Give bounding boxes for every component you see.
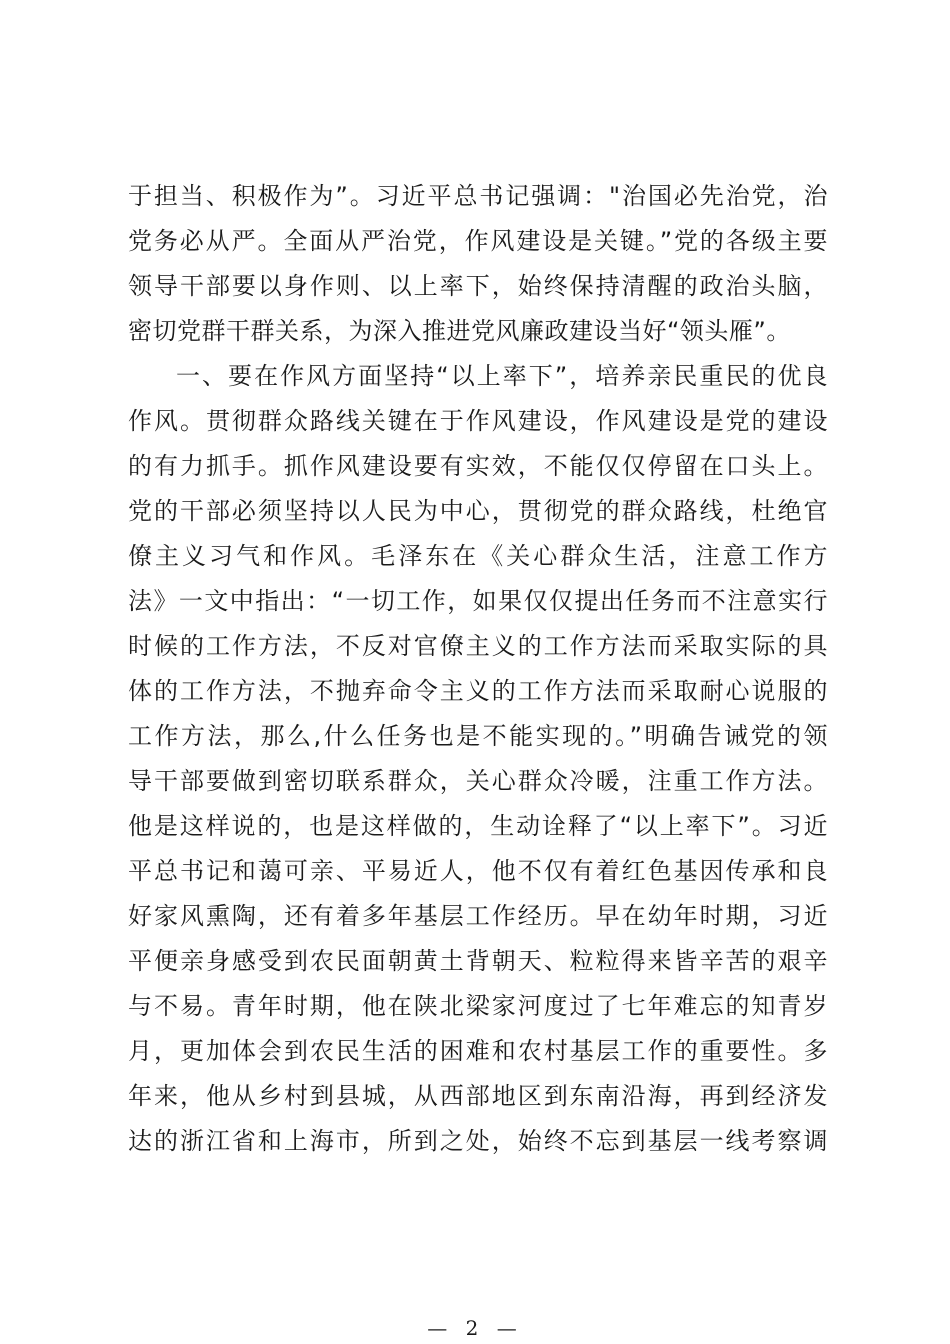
text-line: 与不易。青年时期，他在陕北梁家河度过了七年难忘的知青岁 [128,992,828,1020]
text-line: 党的干部必须坚持以人民为中心，贯彻党的群众路线，杜绝官 [128,497,828,525]
text-line: 达的浙江省和上海市，所到之处，始终不忘到基层一线考察调 [128,1127,828,1155]
text-line: 工作方法，那么,什么任务也是不能实现的。”明确告诫党的领 [128,722,828,750]
text-line: 党务必从严。全面从严治党，作风建设是关键。”党的各级主要 [128,227,828,255]
text-line: 平便亲身感受到农民面朝黄土背朝天、粒粒得来皆辛苦的艰辛 [128,947,828,975]
text-line: 密切党群干群关系，为深入推进党风廉政建设当好“领头雁”。 [128,317,791,345]
text-line: 体的工作方法，不抛弃命令主义的工作方法而采取耐心说服的 [128,677,828,705]
text-line: 僚主义习气和作风。毛泽东在《关心群众生活，注意工作方 [128,542,828,570]
paragraph-heading-line: 一、要在作风方面坚持“以上率下”，培养亲民重民的优良 [176,362,828,390]
text-line: 法》一文中指出：“一切工作，如果仅仅提出任务而不注意实行 [128,587,828,615]
text-line: 时候的工作方法，不反对官僚主义的工作方法而采取实际的具 [128,632,828,660]
text-line: 平总书记和蔼可亲、平易近人，他不仅有着红色基因传承和良 [128,857,828,885]
body-text [128,174,828,1164]
text-line: 的有力抓手。抓作风建设要有实效，不能仅仅停留在口头上。 [128,452,828,480]
text-line: 年来，他从乡村到县城，从西部地区到东南沿海，再到经济发 [128,1082,828,1110]
text-line: 导干部要做到密切联系群众，关心群众冷暖，注重工作方法。 [128,767,828,795]
text-line: 好家风熏陶，还有着多年基层工作经历。早在幼年时期，习近 [128,902,828,930]
text-line: 于担当、积极作为”。习近平总书记强调："治国必先治党，治 [128,182,828,210]
text-line: 他是这样说的，也是这样做的，生动诠释了“以上率下”。习近 [128,812,828,840]
text-line: 月，更加体会到农民生活的困难和农村基层工作的重要性。多 [128,1037,828,1065]
text-line: 领导干部要以身作则、以上率下，始终保持清醒的政治头脑， [128,272,828,300]
page-number: — 2 — [427,1316,523,1340]
text-line: 作风。贯彻群众路线关键在于作风建设，作风建设是党的建设 [128,407,828,435]
